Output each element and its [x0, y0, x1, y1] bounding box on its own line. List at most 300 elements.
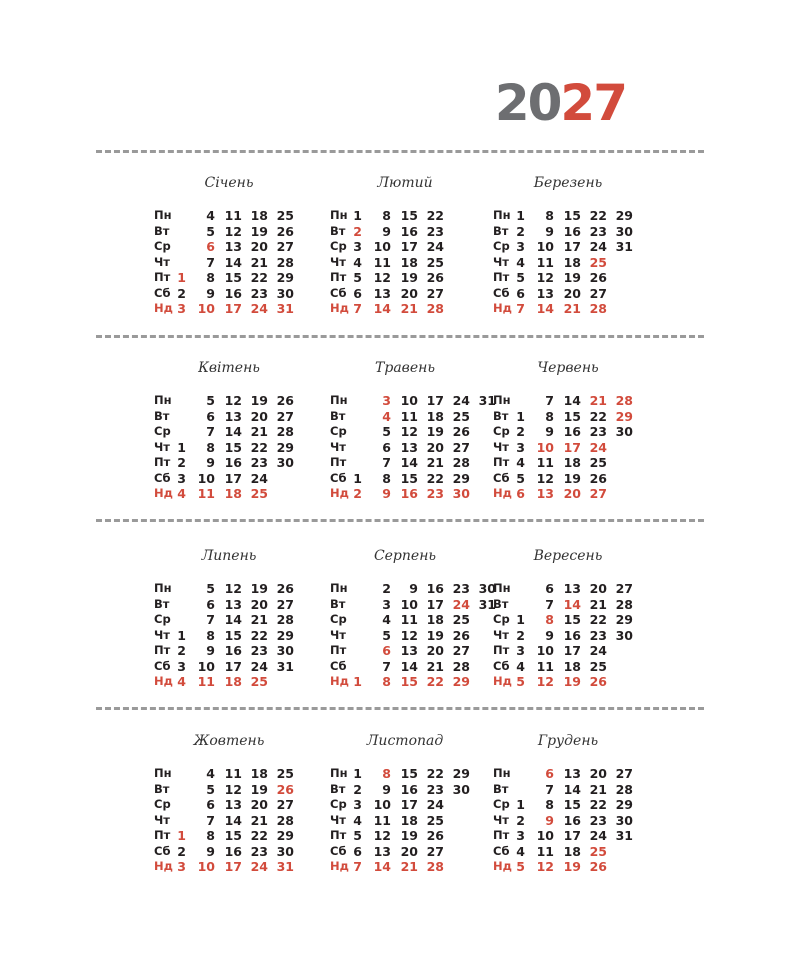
day-number: 12	[224, 223, 242, 239]
day-number: 20	[250, 408, 268, 424]
day-number: 6	[206, 596, 215, 612]
day-number: 18	[563, 254, 581, 270]
weekday-label: Чт	[154, 812, 170, 827]
day-number: 14	[373, 859, 391, 874]
day-number: 17	[426, 393, 444, 408]
day-number: 10	[197, 859, 215, 874]
day-number: 13	[224, 408, 242, 424]
day-number: 11	[400, 408, 418, 424]
day-number: 1	[516, 208, 525, 223]
day-number: 24	[452, 596, 470, 612]
weekday-label: Чт	[493, 627, 509, 642]
weekday-label: Ср	[154, 239, 171, 253]
day-number: 13	[224, 797, 242, 812]
day-number: 17	[224, 658, 242, 674]
day-number: 25	[589, 455, 607, 470]
month-name: Лютий	[377, 175, 433, 191]
day-number: 2	[177, 643, 186, 658]
day-number: 23	[589, 223, 607, 239]
day-number: 27	[276, 408, 294, 424]
month-name: Вересень	[533, 548, 603, 564]
day-number: 22	[250, 270, 268, 285]
day-number: 24	[589, 439, 607, 455]
day-number: 16	[400, 223, 418, 239]
day-number: 25	[276, 766, 294, 781]
day-number: 9	[382, 223, 391, 239]
weekday-label: Ср	[330, 612, 347, 626]
day-number: 13	[224, 596, 242, 612]
day-number: 8	[545, 408, 554, 424]
day-number: 18	[400, 254, 418, 270]
day-number: 9	[545, 627, 554, 643]
day-number: 5	[516, 674, 525, 689]
day-number: 20	[400, 843, 418, 859]
day-number: 17	[224, 470, 242, 486]
weekday-label: Сб	[154, 843, 171, 858]
day-number: 27	[615, 766, 633, 781]
day-number: 19	[250, 223, 268, 239]
day-number: 25	[276, 208, 294, 223]
weekday-label: Чт	[493, 812, 509, 827]
day-number: 15	[224, 627, 242, 643]
day-number: 22	[589, 612, 607, 627]
day-number: 8	[382, 470, 391, 486]
day-number: 15	[400, 766, 418, 781]
weekday-label: Пт	[330, 828, 347, 842]
day-number: 24	[250, 301, 268, 316]
day-number: 4	[206, 766, 215, 781]
day-number: 14	[400, 658, 418, 674]
day-number: 29	[276, 828, 294, 843]
day-number: 27	[426, 843, 444, 859]
day-number: 12	[373, 828, 391, 843]
day-number: 1	[353, 208, 362, 223]
day-number: 14	[224, 612, 242, 627]
weekday-label: Пн	[154, 766, 172, 780]
day-number: 19	[250, 781, 268, 797]
weekday-label: Чт	[154, 627, 170, 642]
weekday-label: Сб	[330, 658, 347, 673]
day-number: 25	[426, 254, 444, 270]
day-number: 18	[224, 674, 242, 689]
day-number: 30	[276, 285, 294, 301]
day-number: 1	[353, 470, 362, 486]
weekday-label: Нд	[154, 674, 173, 688]
day-number: 14	[563, 781, 581, 797]
day-number: 9	[206, 455, 215, 470]
day-number: 13	[536, 486, 554, 501]
day-number: 10	[536, 643, 554, 658]
day-number: 8	[382, 208, 391, 223]
weekday-label: Нд	[493, 859, 512, 873]
day-number: 28	[615, 393, 633, 408]
day-number: 5	[382, 424, 391, 439]
day-number: 27	[276, 596, 294, 612]
day-number: 1	[177, 828, 186, 843]
separator	[96, 707, 704, 710]
weekday-label: Чт	[493, 439, 509, 454]
weekday-label: Сб	[330, 843, 347, 858]
day-number: 26	[589, 674, 607, 689]
day-number: 8	[382, 674, 391, 689]
day-number: 12	[224, 781, 242, 797]
day-number: 24	[452, 393, 470, 408]
day-number: 7	[206, 612, 215, 627]
day-number: 20	[250, 596, 268, 612]
day-number: 13	[563, 766, 581, 781]
day-number: 22	[589, 208, 607, 223]
day-number: 29	[615, 208, 633, 223]
day-number: 24	[250, 470, 268, 486]
day-number: 16	[224, 455, 242, 470]
day-number: 25	[452, 408, 470, 424]
day-number: 27	[452, 643, 470, 658]
day-number: 30	[452, 486, 470, 501]
day-number: 12	[400, 424, 418, 439]
day-number: 4	[516, 843, 525, 859]
weekday-label: Вт	[154, 596, 170, 611]
day-number: 26	[589, 859, 607, 874]
weekday-label: Сб	[493, 658, 510, 673]
day-number: 28	[452, 455, 470, 470]
day-number: 25	[589, 843, 607, 859]
day-number: 6	[545, 766, 554, 781]
month-name: Червень	[537, 360, 599, 376]
day-number: 24	[589, 643, 607, 658]
day-number: 16	[224, 643, 242, 658]
day-number: 18	[563, 455, 581, 470]
day-number: 23	[250, 843, 268, 859]
day-number: 21	[426, 658, 444, 674]
day-number: 15	[224, 270, 242, 285]
day-number: 18	[250, 766, 268, 781]
weekday-label: Сб	[154, 285, 171, 300]
day-number: 26	[589, 270, 607, 285]
day-number: 16	[426, 581, 444, 596]
weekday-label: Пн	[493, 393, 511, 407]
day-number: 24	[426, 797, 444, 812]
day-number: 10	[400, 596, 418, 612]
day-number: 11	[197, 486, 215, 501]
day-number: 21	[563, 301, 581, 316]
day-number: 27	[276, 239, 294, 254]
day-number: 1	[353, 674, 362, 689]
day-number: 24	[589, 828, 607, 843]
day-number: 4	[177, 674, 186, 689]
day-number: 20	[589, 581, 607, 596]
day-number: 7	[545, 393, 554, 408]
day-number: 6	[206, 797, 215, 812]
day-number: 9	[545, 812, 554, 828]
day-number: 6	[206, 408, 215, 424]
day-number: 28	[452, 658, 470, 674]
day-number: 30	[615, 627, 633, 643]
day-number: 31	[276, 859, 294, 874]
day-number: 1	[177, 439, 186, 455]
day-number: 7	[353, 859, 362, 874]
day-number: 2	[353, 223, 362, 239]
day-number: 14	[400, 455, 418, 470]
day-number: 22	[589, 797, 607, 812]
day-number: 7	[545, 781, 554, 797]
day-number: 7	[545, 596, 554, 612]
day-number: 3	[353, 797, 362, 812]
weekday-label: Нд	[493, 486, 512, 500]
day-number: 21	[250, 812, 268, 828]
day-number: 16	[400, 781, 418, 797]
day-number: 4	[353, 812, 362, 828]
weekday-label: Ср	[154, 612, 171, 626]
day-number: 28	[276, 254, 294, 270]
weekday-label: Вт	[154, 408, 170, 423]
weekday-label: Пн	[330, 766, 348, 780]
day-number: 9	[206, 843, 215, 859]
day-number: 6	[545, 581, 554, 596]
day-number: 13	[536, 285, 554, 301]
day-number: 29	[276, 270, 294, 285]
day-number: 25	[250, 486, 268, 501]
weekday-label: Сб	[493, 470, 510, 485]
weekday-label: Вт	[154, 781, 170, 796]
day-number: 26	[426, 828, 444, 843]
day-number: 5	[206, 223, 215, 239]
day-number: 14	[563, 393, 581, 408]
day-number: 1	[353, 766, 362, 781]
day-number: 22	[426, 766, 444, 781]
weekday-label: Нд	[154, 301, 173, 315]
day-number: 9	[206, 643, 215, 658]
day-number: 13	[224, 239, 242, 254]
day-number: 15	[563, 208, 581, 223]
day-number: 9	[206, 285, 215, 301]
day-number: 17	[563, 239, 581, 254]
day-number: 2	[177, 285, 186, 301]
weekday-label: Ср	[493, 612, 510, 626]
day-number: 20	[426, 439, 444, 455]
day-number: 29	[276, 627, 294, 643]
day-number: 6	[353, 285, 362, 301]
day-number: 25	[589, 254, 607, 270]
day-number: 27	[452, 439, 470, 455]
month-name: Травень	[375, 360, 435, 376]
day-number: 31	[615, 239, 633, 254]
day-number: 27	[615, 581, 633, 596]
day-number: 19	[426, 424, 444, 439]
day-number: 20	[563, 285, 581, 301]
day-number: 19	[563, 270, 581, 285]
day-number: 7	[206, 424, 215, 439]
day-number: 8	[206, 270, 215, 285]
weekday-label: Пт	[330, 455, 347, 469]
day-number: 10	[197, 470, 215, 486]
weekday-label: Пн	[493, 208, 511, 222]
weekday-label: Пт	[493, 828, 510, 842]
day-number: 10	[197, 658, 215, 674]
day-number: 25	[426, 812, 444, 828]
day-number: 27	[276, 797, 294, 812]
day-number: 30	[276, 455, 294, 470]
weekday-label: Ср	[493, 239, 510, 253]
day-number: 5	[206, 781, 215, 797]
day-number: 19	[563, 470, 581, 486]
day-number: 23	[589, 812, 607, 828]
day-number: 23	[589, 424, 607, 439]
weekday-label: Нд	[493, 674, 512, 688]
day-number: 20	[563, 486, 581, 501]
day-number: 23	[426, 486, 444, 501]
day-number: 29	[615, 408, 633, 424]
day-number: 15	[400, 674, 418, 689]
day-number: 18	[563, 658, 581, 674]
day-number: 10	[536, 828, 554, 843]
day-number: 5	[516, 470, 525, 486]
weekday-label: Сб	[154, 658, 171, 673]
day-number: 20	[400, 285, 418, 301]
month-name: Січень	[204, 175, 254, 191]
day-number: 10	[373, 239, 391, 254]
day-number: 22	[250, 828, 268, 843]
day-number: 21	[589, 781, 607, 797]
day-number: 1	[516, 612, 525, 627]
day-number: 15	[400, 470, 418, 486]
day-number: 28	[276, 812, 294, 828]
weekday-label: Пн	[154, 393, 172, 407]
weekday-label: Ср	[493, 797, 510, 811]
day-number: 12	[536, 470, 554, 486]
day-number: 15	[400, 208, 418, 223]
weekday-label: Сб	[493, 285, 510, 300]
day-number: 1	[177, 270, 186, 285]
day-number: 29	[452, 674, 470, 689]
weekday-label: Нд	[493, 301, 512, 315]
day-number: 5	[353, 828, 362, 843]
weekday-label: Чт	[330, 439, 346, 454]
weekday-label: Пт	[493, 455, 510, 469]
day-number: 31	[615, 828, 633, 843]
weekday-label: Нд	[330, 859, 349, 873]
month-name: Березень	[533, 175, 603, 191]
day-number: 1	[516, 797, 525, 812]
day-number: 15	[563, 797, 581, 812]
separator	[96, 519, 704, 522]
month-name: Грудень	[537, 733, 599, 749]
day-number: 29	[615, 797, 633, 812]
day-number: 26	[276, 223, 294, 239]
day-number: 24	[250, 658, 268, 674]
month-name: Листопад	[366, 733, 444, 749]
year-part-1: 20	[494, 74, 561, 132]
day-number: 4	[516, 658, 525, 674]
day-number: 31	[478, 596, 496, 612]
day-number: 21	[589, 596, 607, 612]
day-number: 11	[536, 254, 554, 270]
weekday-label: Чт	[330, 812, 346, 827]
day-number: 21	[250, 612, 268, 627]
weekday-label: Пн	[330, 581, 348, 595]
day-number: 19	[250, 581, 268, 596]
day-number: 19	[400, 270, 418, 285]
day-number: 5	[353, 270, 362, 285]
day-number: 17	[426, 596, 444, 612]
day-number: 11	[373, 254, 391, 270]
day-number: 27	[589, 285, 607, 301]
day-number: 8	[545, 612, 554, 627]
day-number: 3	[516, 439, 525, 455]
weekday-label: Ср	[330, 424, 347, 438]
day-number: 17	[563, 643, 581, 658]
day-number: 14	[224, 812, 242, 828]
day-number: 6	[382, 439, 391, 455]
day-number: 17	[224, 859, 242, 874]
day-number: 27	[589, 486, 607, 501]
day-number: 25	[589, 658, 607, 674]
day-number: 31	[276, 301, 294, 316]
day-number: 2	[516, 424, 525, 439]
day-number: 7	[206, 254, 215, 270]
day-number: 30	[615, 812, 633, 828]
weekday-label: Пт	[154, 455, 171, 469]
day-number: 7	[206, 812, 215, 828]
day-number: 11	[536, 658, 554, 674]
day-number: 28	[426, 859, 444, 874]
day-number: 12	[224, 581, 242, 596]
day-number: 4	[516, 254, 525, 270]
day-number: 11	[224, 208, 242, 223]
day-number: 4	[206, 208, 215, 223]
day-number: 3	[516, 828, 525, 843]
day-number: 18	[400, 812, 418, 828]
weekday-label: Вт	[330, 223, 346, 238]
day-number: 26	[276, 393, 294, 408]
day-number: 15	[563, 612, 581, 627]
day-number: 9	[382, 486, 391, 501]
year-part-2: 27	[560, 74, 626, 132]
day-number: 11	[373, 812, 391, 828]
day-number: 5	[206, 581, 215, 596]
day-number: 9	[545, 424, 554, 439]
day-number: 12	[536, 270, 554, 285]
day-number: 3	[516, 643, 525, 658]
day-number: 3	[382, 393, 391, 408]
day-number: 2	[353, 486, 362, 501]
day-number: 17	[400, 239, 418, 254]
day-number: 28	[276, 424, 294, 439]
day-number: 10	[536, 439, 554, 455]
day-number: 18	[250, 208, 268, 223]
day-number: 14	[224, 254, 242, 270]
day-number: 23	[426, 223, 444, 239]
weekday-label: Сб	[330, 285, 347, 300]
day-number: 20	[426, 643, 444, 658]
weekday-label: Ср	[330, 797, 347, 811]
day-number: 23	[589, 627, 607, 643]
weekday-label: Чт	[154, 439, 170, 454]
day-number: 11	[224, 766, 242, 781]
day-number: 7	[516, 301, 525, 316]
day-number: 12	[373, 270, 391, 285]
day-number: 12	[224, 393, 242, 408]
day-number: 3	[353, 239, 362, 254]
day-number: 28	[615, 781, 633, 797]
day-number: 29	[452, 470, 470, 486]
weekday-label: Вт	[330, 781, 346, 796]
weekday-label: Вт	[493, 223, 509, 238]
day-number: 16	[563, 223, 581, 239]
day-number: 6	[353, 843, 362, 859]
day-number: 5	[382, 627, 391, 643]
day-number: 4	[516, 455, 525, 470]
day-number: 19	[250, 393, 268, 408]
